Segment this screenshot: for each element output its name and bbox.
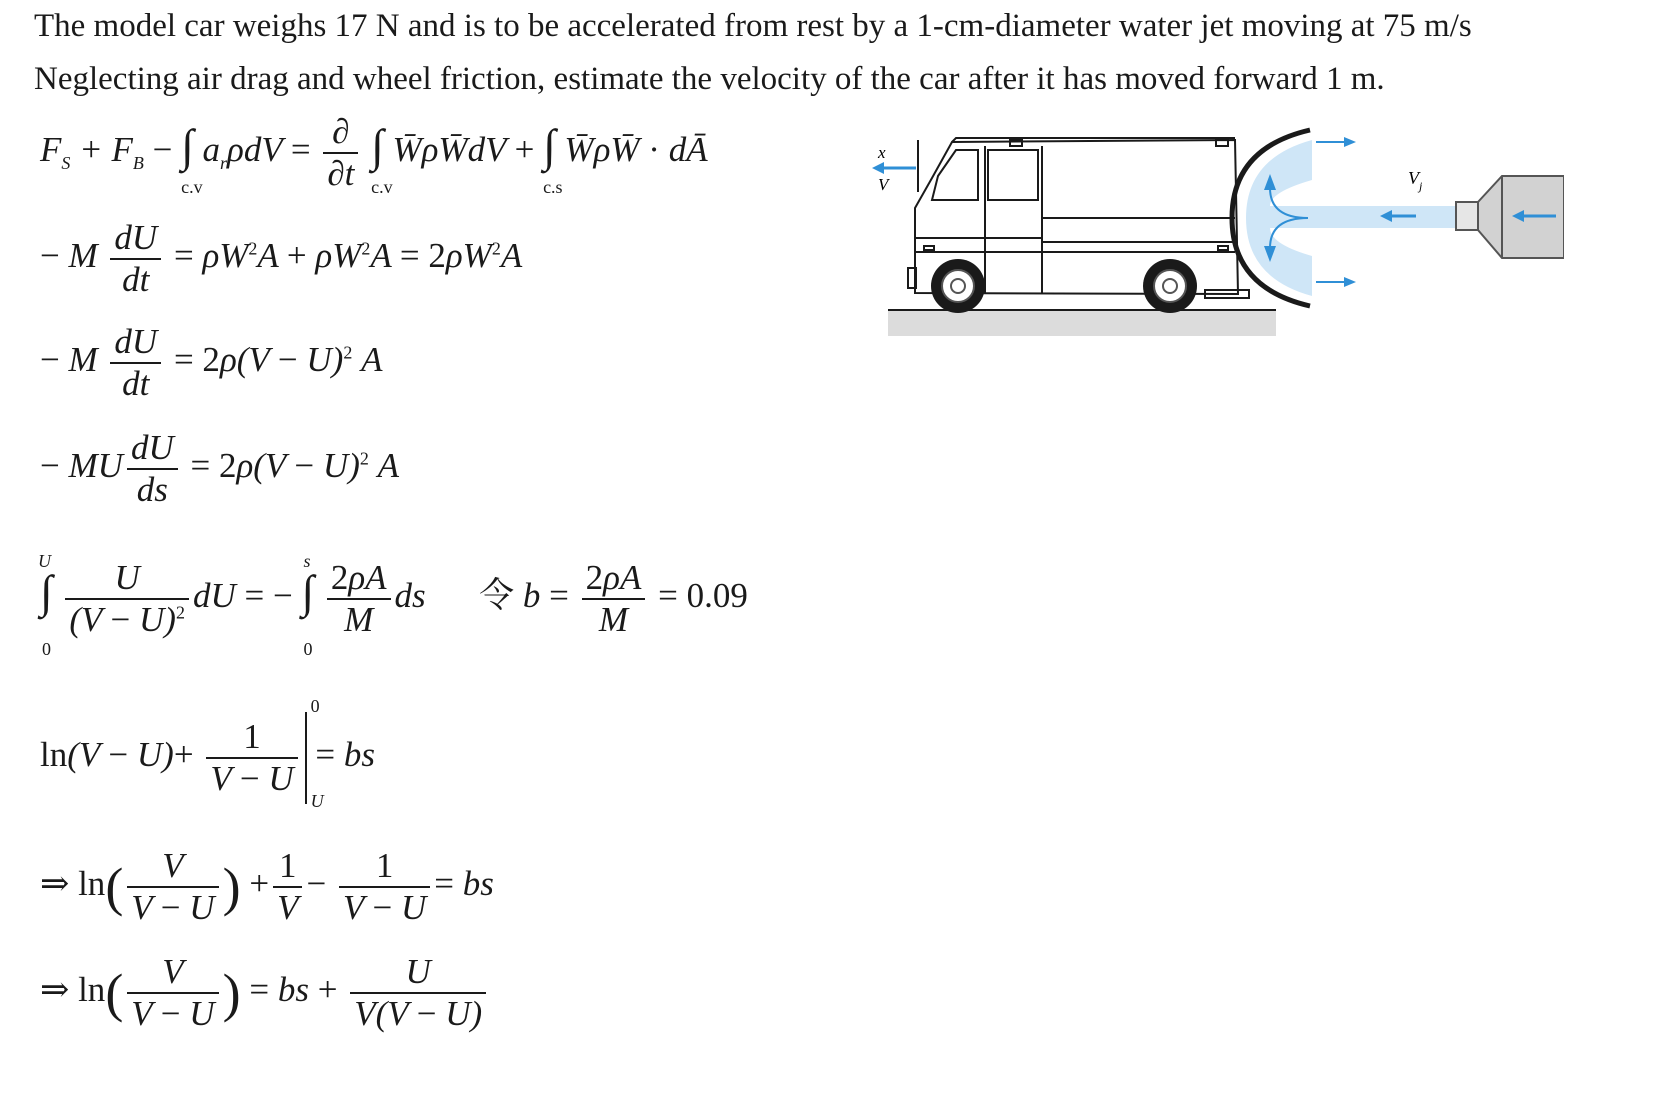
cs-subscript: c.s [543, 177, 563, 198]
equation-limits-substituted: ⇒ ln( $\frac{V}{V - U}$ ) + $\frac{1}{V}$ − $\frac{1}{V - U}$ = bs [40, 846, 494, 927]
equation-evaluated-integral: ln(V − U)+ $\frac{1}{V - U}$ 0 U = bs [40, 696, 375, 811]
vj-subscript: j [1419, 179, 1423, 193]
cv-subscript-1: c.v [181, 177, 203, 198]
equation-momentum-integral: $F_S + F_B$ − ∫ c.v $a_r\rho dV$ = $\frac{\partial}{\partial t}$ ∫ c.v W̄ρW̄dV + ∫ c.s W̄ρW̄ · dĀ [40, 112, 708, 198]
equation-distance-form: − MU $\frac{dU}{ds}$ = $2\rho(V - U)^2$ A [40, 428, 399, 509]
van-water-jet-figure [860, 118, 1564, 348]
cv-subscript-2: c.v [371, 177, 393, 198]
problem-line-2: Neglecting air drag and wheel friction, estimate the velocity of the car after it has moved forward 1 m. [34, 61, 1385, 97]
vj-label: V [1408, 168, 1419, 188]
rear-wheel [1143, 259, 1197, 313]
problem-statement [34, 0, 1654, 106]
equation-final-relation: ⇒ ln( $\frac{V}{V - U}$ ) = bs + $\frac{U}{V(V - U)}$ [40, 952, 490, 1034]
v-label: V [878, 175, 889, 194]
equation-separated-integral: ∫ U 0 $\frac{U}{(V - U)^2}$ dU = − ∫ s 0 $\frac{2\rho A}{M}$ ds 令 b = $\frac{2\rho A}{M}$ = 0.09 [38, 551, 748, 660]
front-wheel [931, 259, 985, 313]
b-value: = 0.09 [658, 576, 748, 616]
x-label: x [878, 143, 886, 162]
water-spray [1246, 140, 1470, 296]
problem-line-1: The model car weighs 17 N and is to be accelerated from rest by a 1-cm-diameter water jet moving at 75 m/s [34, 8, 1472, 44]
equation-force-balance: − M $\frac{dU}{dt}$ = $\rho W^2A + \rho W^2A = 2\rho W^2A$ [40, 218, 523, 299]
let-label: 令 [479, 576, 515, 616]
equation-relative-velocity: − M $\frac{dU}{dt}$ = $2\rho(V - U)^2$ A [40, 322, 383, 403]
ground [888, 310, 1276, 336]
